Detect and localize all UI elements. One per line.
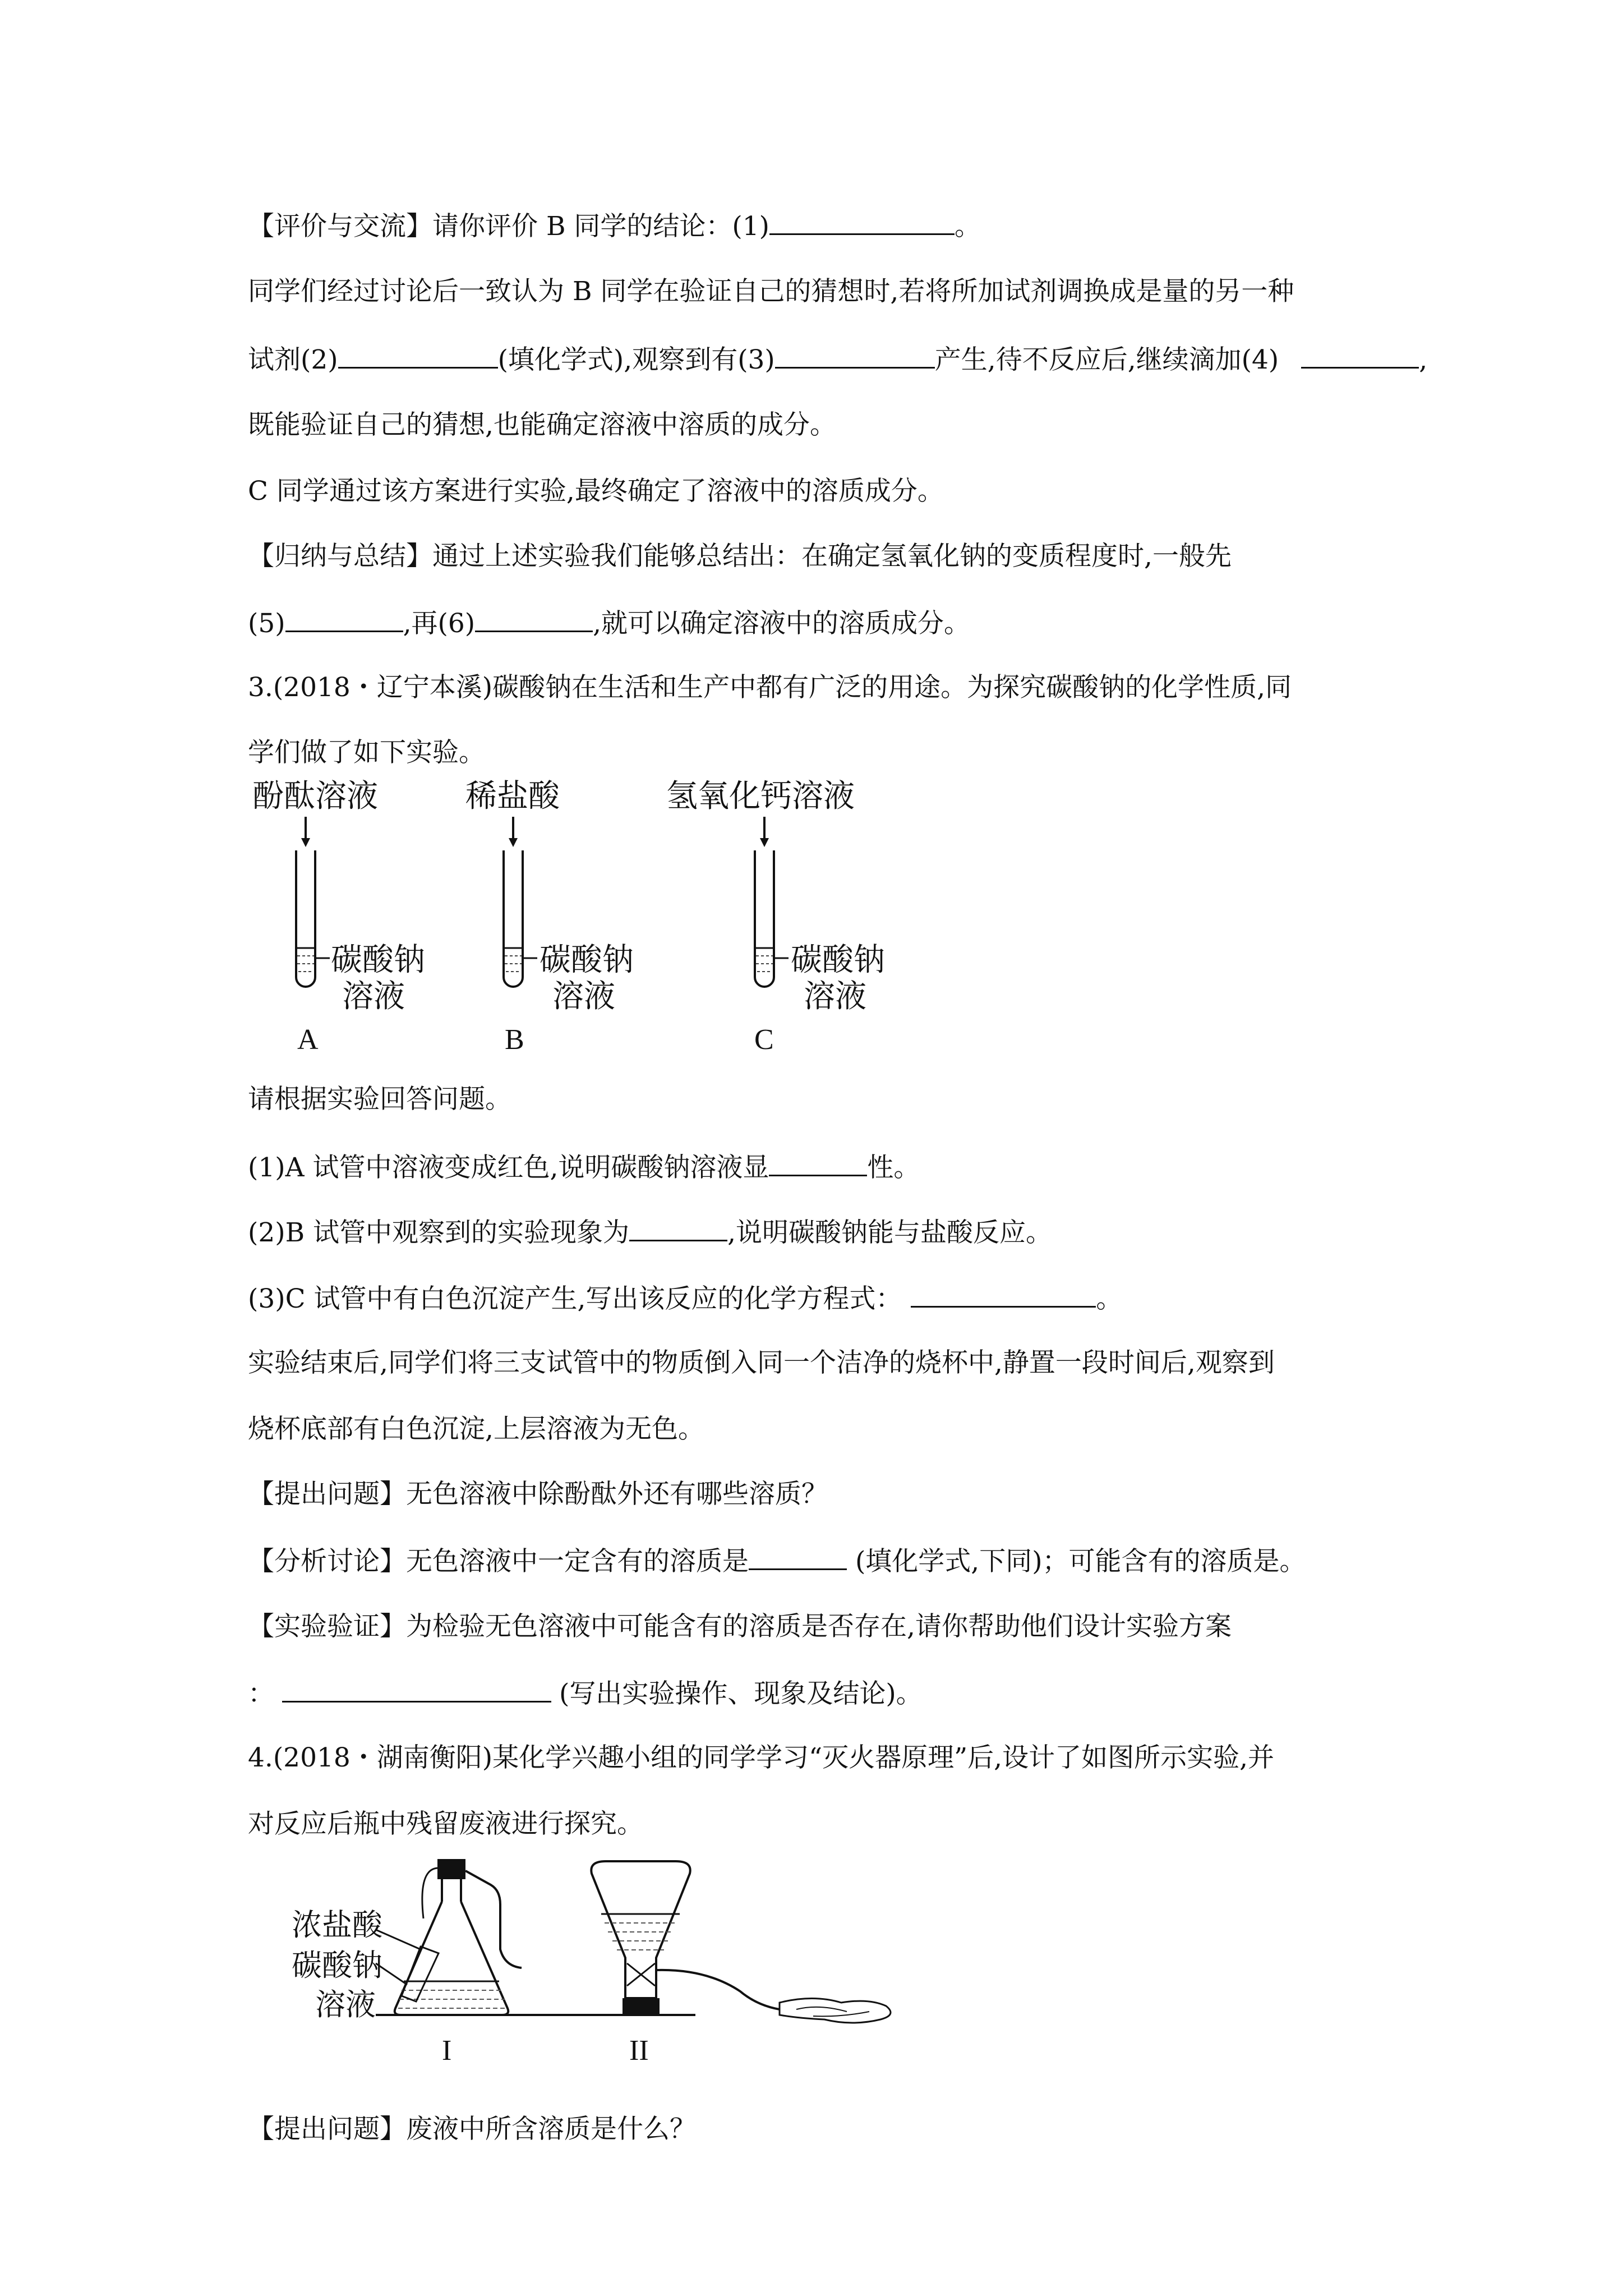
test-tube-b — [465, 780, 634, 1056]
answer-blank-5[interactable] — [285, 606, 403, 632]
apparatus-ii — [591, 1861, 891, 2067]
answer-blank-3[interactable] — [775, 342, 935, 369]
solution-label-c-line2: 溶液 — [804, 978, 866, 1015]
text-segment: 【评价与交流】请你评价 B 同学的结论：(1) — [248, 211, 769, 242]
text-line-question: 【提出问题】废液中所含溶质是什么？ — [248, 2114, 696, 2145]
extinguisher-figure — [292, 1851, 925, 2076]
solution-label-b-line2: 溶液 — [552, 978, 615, 1015]
solution-label-line2: 溶液 — [315, 1987, 376, 2022]
text-segment: ,就可以确定溶液中的溶质成分。 — [593, 608, 971, 639]
answer-blank-q3-1[interactable] — [769, 1150, 867, 1176]
answer-blank-q3-4[interactable] — [749, 1544, 847, 1570]
text-line — [248, 1676, 923, 1711]
apparatus-label-i: I — [442, 2035, 452, 2067]
text-line: 烧杯底部有白色沉淀,上层溶液为无色。 — [248, 1414, 704, 1444]
question-3-stem-cont: 学们做了如下实验。 — [248, 737, 485, 768]
text-line-evaluation — [248, 209, 981, 243]
tube-label-b: B — [505, 1024, 524, 1056]
text-segment: 试剂(2) — [248, 344, 338, 375]
answer-blank-2[interactable] — [338, 342, 498, 369]
text-segment: ,再(6) — [403, 608, 476, 639]
reagent-label-c: 氢氧化钙溶液 — [666, 780, 855, 815]
reagent-label-a: 酚酞溶液 — [252, 780, 378, 815]
solution-label-line1: 碳酸钠 — [292, 1948, 382, 1983]
text-line: C 同学通过该方案进行实验,最终确定了溶液中的溶质成分。 — [248, 476, 944, 507]
acid-label: 浓盐酸 — [292, 1907, 382, 1943]
solution-label-a-line1: 碳酸钠 — [331, 942, 425, 978]
text-segment: (填化学式,下同)；可能含有的溶质是。 — [847, 1546, 1306, 1577]
answer-blank-6[interactable] — [475, 606, 593, 632]
solution-label-b-line1: 碳酸钠 — [540, 942, 634, 978]
sub-question-1 — [248, 1150, 920, 1185]
tube-label-c: C — [754, 1024, 774, 1056]
text-line: 同学们经过讨论后一致认为 B 同学在验证自己的猜想时,若将所加试剂调换成是量的另一种 — [248, 276, 1294, 307]
text-segment: 。 — [1096, 1283, 1123, 1314]
test-tube-figure — [247, 780, 909, 1060]
text-segment: ： — [248, 1678, 274, 1709]
text-line-question: 【提出问题】无色溶液中除酚酞外还有哪些溶质？ — [248, 1479, 828, 1510]
reagent-label-b: 稀盐酸 — [465, 780, 560, 815]
text-line — [248, 342, 1427, 377]
answer-blank-q3-5[interactable] — [282, 1676, 551, 1703]
text-segment: , — [1419, 344, 1428, 375]
text-line-verify: 【实验验证】为检验无色溶液中可能含有的溶质是否存在,请你帮助他们设计实验方案 — [248, 1611, 1232, 1642]
question-4-stem: 4.(2018・湖南衡阳)某化学兴趣小组的同学学习“灭火器原理”后,设计了如图所示实验,并 — [248, 1742, 1275, 1773]
text-line-summary: 【归纳与总结】通过上述实验我们能够总结出：在确定氢氧化钠的变质程度时,一般先 — [248, 541, 1232, 572]
text-segment: (写出实验操作、现象及结论)。 — [559, 1678, 923, 1709]
text-line — [248, 606, 970, 641]
text-segment: (填化学式),观察到有(3) — [497, 344, 775, 375]
text-segment: 【分析讨论】无色溶液中一定含有的溶质是 — [248, 1546, 749, 1577]
sub-question-3 — [248, 1281, 1122, 1316]
question-4-stem-cont: 对反应后瓶中残留废液进行探究。 — [248, 1809, 643, 1839]
test-tube-c — [666, 780, 885, 1056]
answer-blank-q3-2[interactable] — [629, 1215, 727, 1241]
apparatus-label-ii: II — [629, 2035, 649, 2067]
text-segment: 产生,待不反应后,继续滴加(4) — [934, 344, 1279, 375]
question-3-stem: 3.(2018・辽宁本溪)碳酸钠在生活和生产中都有广泛的用途。为探究碳酸钠的化学性质,同 — [248, 672, 1292, 703]
solution-label-c-line1: 碳酸钠 — [791, 942, 885, 978]
solution-label-a-line2: 溶液 — [342, 978, 405, 1015]
answer-blank-1[interactable] — [769, 209, 955, 235]
text-segment: (5) — [248, 608, 285, 639]
sub-question-2 — [248, 1215, 1052, 1250]
answer-blank-4[interactable] — [1301, 342, 1419, 369]
tube-label-a: A — [297, 1024, 319, 1056]
text-segment: ,说明碳酸钠能与盐酸反应。 — [727, 1217, 1053, 1248]
answer-blank-q3-3[interactable] — [911, 1281, 1096, 1308]
text-segment: (1)A 试管中溶液变成红色,说明碳酸钠溶液显 — [248, 1152, 769, 1183]
text-segment: 。 — [955, 211, 981, 242]
text-segment: (2)B 试管中观察到的实验现象为 — [248, 1217, 630, 1248]
test-tube-a — [252, 780, 425, 1056]
text-segment: (3)C 试管中有白色沉淀产生,写出该反应的化学方程式： — [248, 1283, 902, 1314]
text-line: 既能验证自己的猜想,也能确定溶液中溶质的成分。 — [248, 409, 836, 440]
text-line: 实验结束后,同学们将三支试管中的物质倒入同一个洁净的烧杯中,静置一段时间后,观察到 — [248, 1347, 1275, 1378]
text-line: 请根据实验回答问题。 — [248, 1084, 511, 1115]
text-line-analysis — [248, 1544, 1306, 1579]
text-segment: 性。 — [867, 1152, 920, 1183]
